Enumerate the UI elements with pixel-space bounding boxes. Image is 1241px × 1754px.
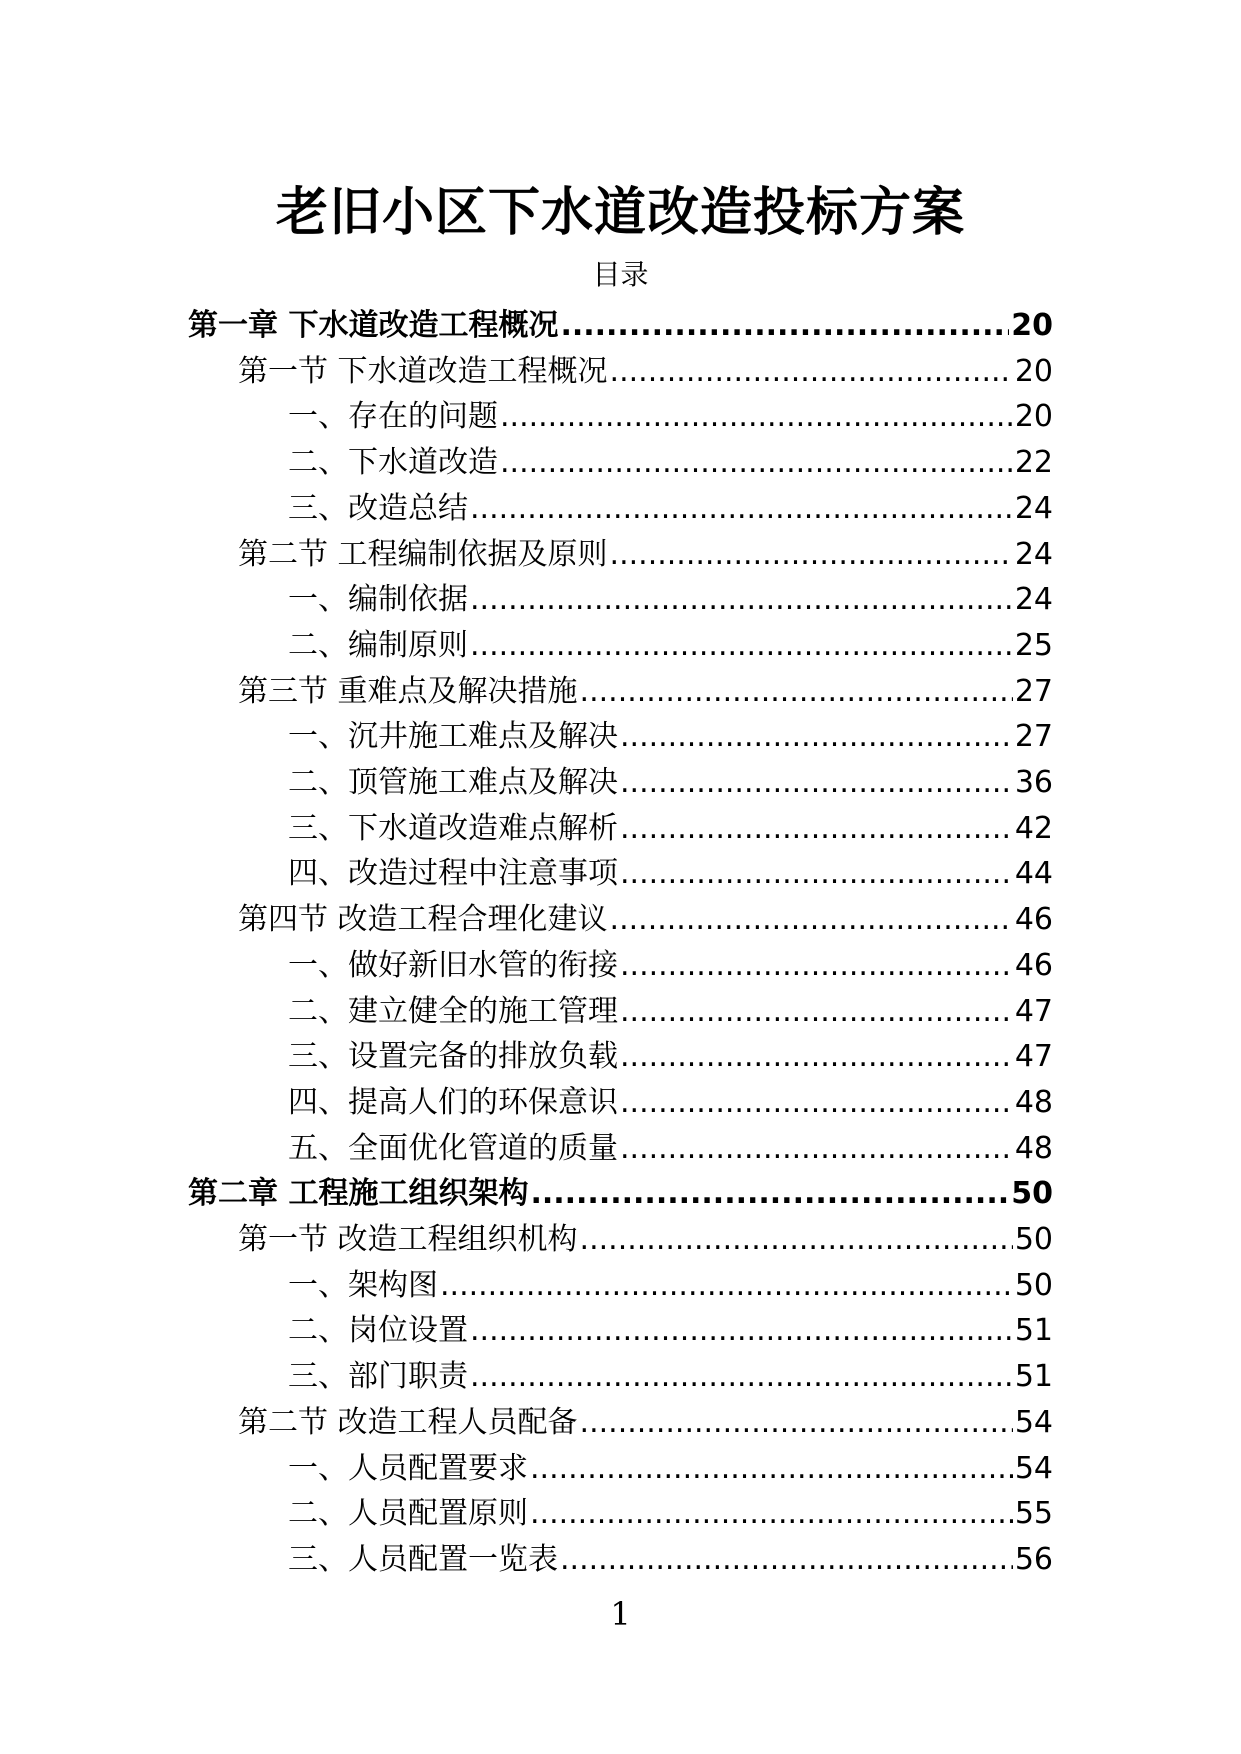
- toc-entry[interactable]: [288, 1534, 1053, 1580]
- toc-leader-dots: [470, 1311, 1013, 1351]
- toc-entry[interactable]: [288, 620, 1053, 666]
- toc-leader-dots: [620, 717, 1013, 757]
- toc-entry[interactable]: [188, 300, 1053, 346]
- toc-entry[interactable]: [288, 391, 1053, 437]
- toc-leader-dots: [610, 352, 1013, 392]
- toc-leader-dots: [620, 1129, 1013, 1169]
- toc-leader-dots: [500, 443, 1013, 483]
- toc-leader-dots: [610, 535, 1013, 575]
- toc-leader-dots: [500, 397, 1013, 437]
- toc-entry[interactable]: [288, 437, 1053, 483]
- toc-entry-page: 51: [1014, 1313, 1053, 1349]
- toc-entry-page: 27: [1014, 719, 1053, 755]
- toc-entry-page: 24: [1014, 490, 1053, 526]
- toc-entry[interactable]: [288, 711, 1053, 757]
- toc-entry-label: 二、下水道改造: [288, 445, 498, 481]
- toc-entry-label: 第一节 改造工程组织机构: [238, 1222, 578, 1257]
- toc-entry-label: 第三节 重难点及解决措施: [238, 673, 578, 709]
- page-number: 1: [610, 1595, 631, 1633]
- toc-leader-dots: [580, 1220, 1013, 1260]
- toc-entry-label: 一、沉井施工难点及解决: [288, 719, 618, 755]
- toc-entry-page: 20: [1014, 399, 1053, 435]
- toc-leader-dots: [470, 489, 1013, 529]
- toc-entry-page: 46: [1014, 902, 1053, 938]
- toc-entry[interactable]: [288, 1488, 1053, 1534]
- toc-entry[interactable]: [288, 848, 1053, 894]
- toc-entry[interactable]: [288, 986, 1053, 1032]
- toc-entry-page: 48: [1014, 1084, 1053, 1120]
- toc-entry-label: 第二节 改造工程人员配备: [238, 1404, 578, 1440]
- toc-entry[interactable]: [288, 940, 1053, 986]
- toc-entry[interactable]: [288, 1443, 1053, 1489]
- toc-entry[interactable]: [188, 1168, 1053, 1214]
- toc-entry[interactable]: [288, 1123, 1053, 1169]
- toc-entry-page: 27: [1014, 673, 1053, 709]
- toc-entry-label: 五、全面优化管道的质量: [288, 1130, 618, 1166]
- toc-leader-dots: [620, 992, 1013, 1032]
- toc-leader-dots: [470, 626, 1013, 666]
- toc-entry-page: 22: [1014, 445, 1053, 481]
- toc-leader-dots: [440, 1266, 1013, 1306]
- toc-entry[interactable]: [238, 529, 1053, 575]
- toc-entry-page: 51: [1014, 1359, 1053, 1395]
- toc-entry-label: 四、提高人们的环保意识: [288, 1084, 618, 1120]
- toc-leader-dots: [560, 306, 1009, 346]
- toc-entry-page: 54: [1014, 1450, 1053, 1486]
- toc-entry-page: 50: [1014, 1267, 1053, 1303]
- toc-leader-dots: [620, 1037, 1013, 1077]
- toc-entry-label: 第四节 改造工程合理化建议: [238, 902, 608, 938]
- toc-entry-label: 第二节 工程编制依据及原则: [238, 536, 608, 572]
- toc-entry-page: 47: [1014, 993, 1053, 1029]
- toc-entry-page: 24: [1014, 582, 1053, 618]
- toc-entry-label: 二、岗位设置: [288, 1313, 468, 1349]
- toc-entry-page: 36: [1014, 765, 1053, 800]
- toc-entry-page: 47: [1014, 1039, 1053, 1075]
- toc-entry-label: 一、架构图: [288, 1267, 438, 1303]
- toc-entry[interactable]: [288, 574, 1053, 620]
- toc-entry[interactable]: [288, 1260, 1053, 1306]
- toc-entry-page: 20: [1014, 353, 1053, 389]
- toc-leader-dots: [620, 809, 1013, 849]
- toc-entry-page: 48: [1014, 1130, 1053, 1166]
- toc-heading: 目录: [592, 258, 649, 291]
- toc-leader-dots: [530, 1174, 1009, 1214]
- toc-leader-dots: [470, 580, 1013, 620]
- toc-entry[interactable]: [288, 757, 1053, 803]
- toc-entry[interactable]: [288, 1031, 1053, 1077]
- toc-entry[interactable]: [288, 1077, 1053, 1123]
- toc-leader-dots: [580, 672, 1013, 712]
- toc-entry[interactable]: [238, 346, 1053, 392]
- toc-entry-page: 46: [1014, 947, 1053, 983]
- toc-entry-label: 三、部门职责: [288, 1359, 468, 1395]
- toc-entry-label: 三、下水道改造难点解析: [288, 810, 618, 846]
- toc-entry-label: 三、设置完备的排放负载: [288, 1039, 618, 1075]
- toc-leader-dots: [620, 763, 1013, 803]
- toc-entry-page: 54: [1014, 1404, 1053, 1440]
- toc-leader-dots: [620, 854, 1013, 894]
- toc-entry-page: 44: [1014, 856, 1053, 892]
- toc-entry-label: 第一节 下水道改造工程概况: [238, 353, 608, 389]
- toc-entry-label: 第一章 下水道改造工程概况: [188, 308, 559, 343]
- toc-entry-label: 第二章 工程施工组织架构: [188, 1176, 529, 1212]
- toc-leader-dots: [620, 946, 1013, 986]
- toc-entry-label: 三、改造总结: [288, 490, 468, 526]
- toc-entry[interactable]: [238, 1214, 1053, 1260]
- toc-leader-dots: [610, 900, 1013, 940]
- toc-entry[interactable]: [238, 666, 1053, 712]
- toc-entry[interactable]: [238, 894, 1053, 940]
- toc-entry-page: 50: [1014, 1222, 1053, 1257]
- toc-entry-label: 一、人员配置要求: [288, 1450, 528, 1486]
- toc-entry-page: 20: [1011, 308, 1053, 343]
- toc-entry[interactable]: [288, 483, 1053, 529]
- toc-entry[interactable]: [288, 1351, 1053, 1397]
- toc-entry-label: 二、建立健全的施工管理: [288, 993, 618, 1029]
- toc-entry-label: 二、人员配置原则: [288, 1496, 528, 1532]
- document-title: 老旧小区下水道改造投标方案: [275, 183, 965, 243]
- toc-leader-dots: [530, 1494, 1013, 1534]
- toc-leader-dots: [580, 1403, 1013, 1443]
- toc-entry-label: 二、编制原则: [288, 627, 468, 663]
- toc-entry-label: 三、人员配置一览表: [288, 1541, 558, 1577]
- toc-leader-dots: [620, 1083, 1013, 1123]
- toc-entry-label: 一、编制依据: [288, 582, 468, 618]
- toc-entry-label: 一、存在的问题: [288, 399, 498, 435]
- toc-entry-label: 四、改造过程中注意事项: [288, 856, 618, 892]
- toc-entry-page: 42: [1014, 810, 1053, 846]
- toc-entry-page: 24: [1014, 536, 1053, 572]
- toc-entry-page: 55: [1014, 1496, 1053, 1532]
- toc-entry[interactable]: [238, 1397, 1053, 1443]
- toc-leader-dots: [530, 1449, 1013, 1489]
- toc-entry-page: 56: [1014, 1541, 1053, 1577]
- toc-entry-label: 二、顶管施工难点及解决: [288, 765, 618, 800]
- toc-entry[interactable]: [288, 803, 1053, 849]
- toc-entry-page: 25: [1014, 627, 1053, 663]
- toc-entry-page: 50: [1011, 1176, 1053, 1212]
- toc-entry[interactable]: [288, 1305, 1053, 1351]
- toc-entry-label: 一、做好新旧水管的衔接: [288, 947, 618, 983]
- toc-leader-dots: [470, 1357, 1013, 1397]
- toc-leader-dots: [560, 1540, 1013, 1580]
